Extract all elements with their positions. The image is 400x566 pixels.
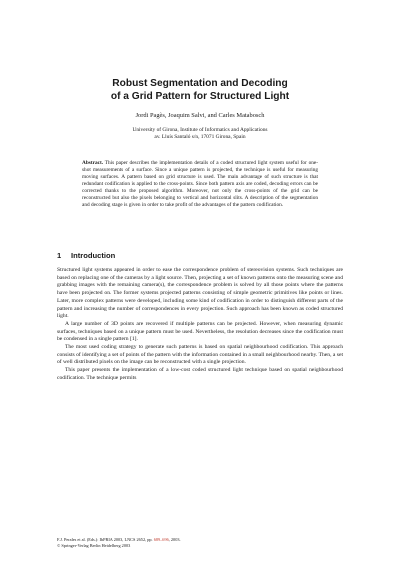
- abstract-label: Abstract.: [82, 160, 104, 166]
- footer-text-end: , 2003.: [168, 537, 181, 542]
- authors: Jordi Pagès, Joaquim Salvi, and Carles Matabosch: [135, 112, 265, 119]
- footer-pages-link[interactable]: 689–696: [153, 537, 169, 542]
- footer-citation: [57, 537, 343, 548]
- footer-text: F.J. Perales et al. (Eds.): IbPRIA 2003, LNCS 2652, pp.: [57, 537, 154, 542]
- affiliation-line-2: av. Lluís Santaló s/n, 17071 Girona, Spain: [154, 134, 246, 140]
- footer-line-2: © Springer-Verlag Berlin Heidelberg 2003: [57, 542, 131, 548]
- affiliation: [60, 127, 340, 141]
- paragraph: A large number of 3D points are recovered if multiple patterns can be projected. However, when measuring dynamic surfaces, techniques based on a unique pattern must be used. Nevertheless, the resolution decreases since the codification must be condensed in a single pattern [1].: [57, 320, 343, 343]
- abstract-text: This paper describes the implementation details of a coded structured light system useful for one-shot measurements of a surface. Since a unique pattern is projected, the technique is useful for measuring moving surfaces. A pattern based on grid structure is used. The main advantage of such structure is that redundant codification is applied to the cross-points. Since both pattern axis are coded, decoding errors can be corrected thanks to the proposed algorithm. Moreover, not only the cross-points of the grid can be reconstructed but also the pixels belonging to vertical and horizontal slits. A description of the segmentation and decoding stage is given in order to take profit of the advantages of the pattern codification.: [82, 160, 318, 209]
- section-number: 1: [57, 251, 62, 260]
- section-body: [57, 267, 343, 383]
- abstract: [82, 160, 318, 209]
- title-line-1: Robust Segmentation and Decoding: [112, 78, 288, 89]
- paper-title: [60, 77, 340, 103]
- paragraph: The most used coding strategy to generate such patterns is based on spatial neighbourhood codification. This approach consists of identifying a set of points of the pattern with the information contained in a small neighbourhood nearby. Then, a set of well distributed pixels on the image can be reconstructed with a single projection.: [57, 344, 343, 366]
- section-title: Introduction: [71, 251, 116, 260]
- affiliation-line-1: University of Girona, Institute of Informatics and Applications: [132, 127, 268, 133]
- section-heading: [57, 251, 115, 260]
- paragraph: Structured light systems appeared in order to ease the correspondence problem of stereovision systems. Such techniques are based on replacing one of the cameras by a light source. Then, projecting a set of known patterns onto the measuring scene and grabbing images with the remaining camera(s), the correspondence problem is solved by all those points where the patterns have been projected on. The former systems projected patterns consisting of simple geometric primitives like points or lines. Later, more complex patterns were developed, including some kind of codification in order to distinguish different parts of the pattern and increasing the number of correspondences in every projection. Such approach has been known as coded structured light.: [57, 267, 343, 320]
- title-line-2: of a Grid Pattern for Structured Light: [110, 91, 290, 102]
- paragraph: This paper presents the implementation of a low-cost coded structured light technique based on spatial neighbourhood codification. The technique permits: [57, 367, 343, 381]
